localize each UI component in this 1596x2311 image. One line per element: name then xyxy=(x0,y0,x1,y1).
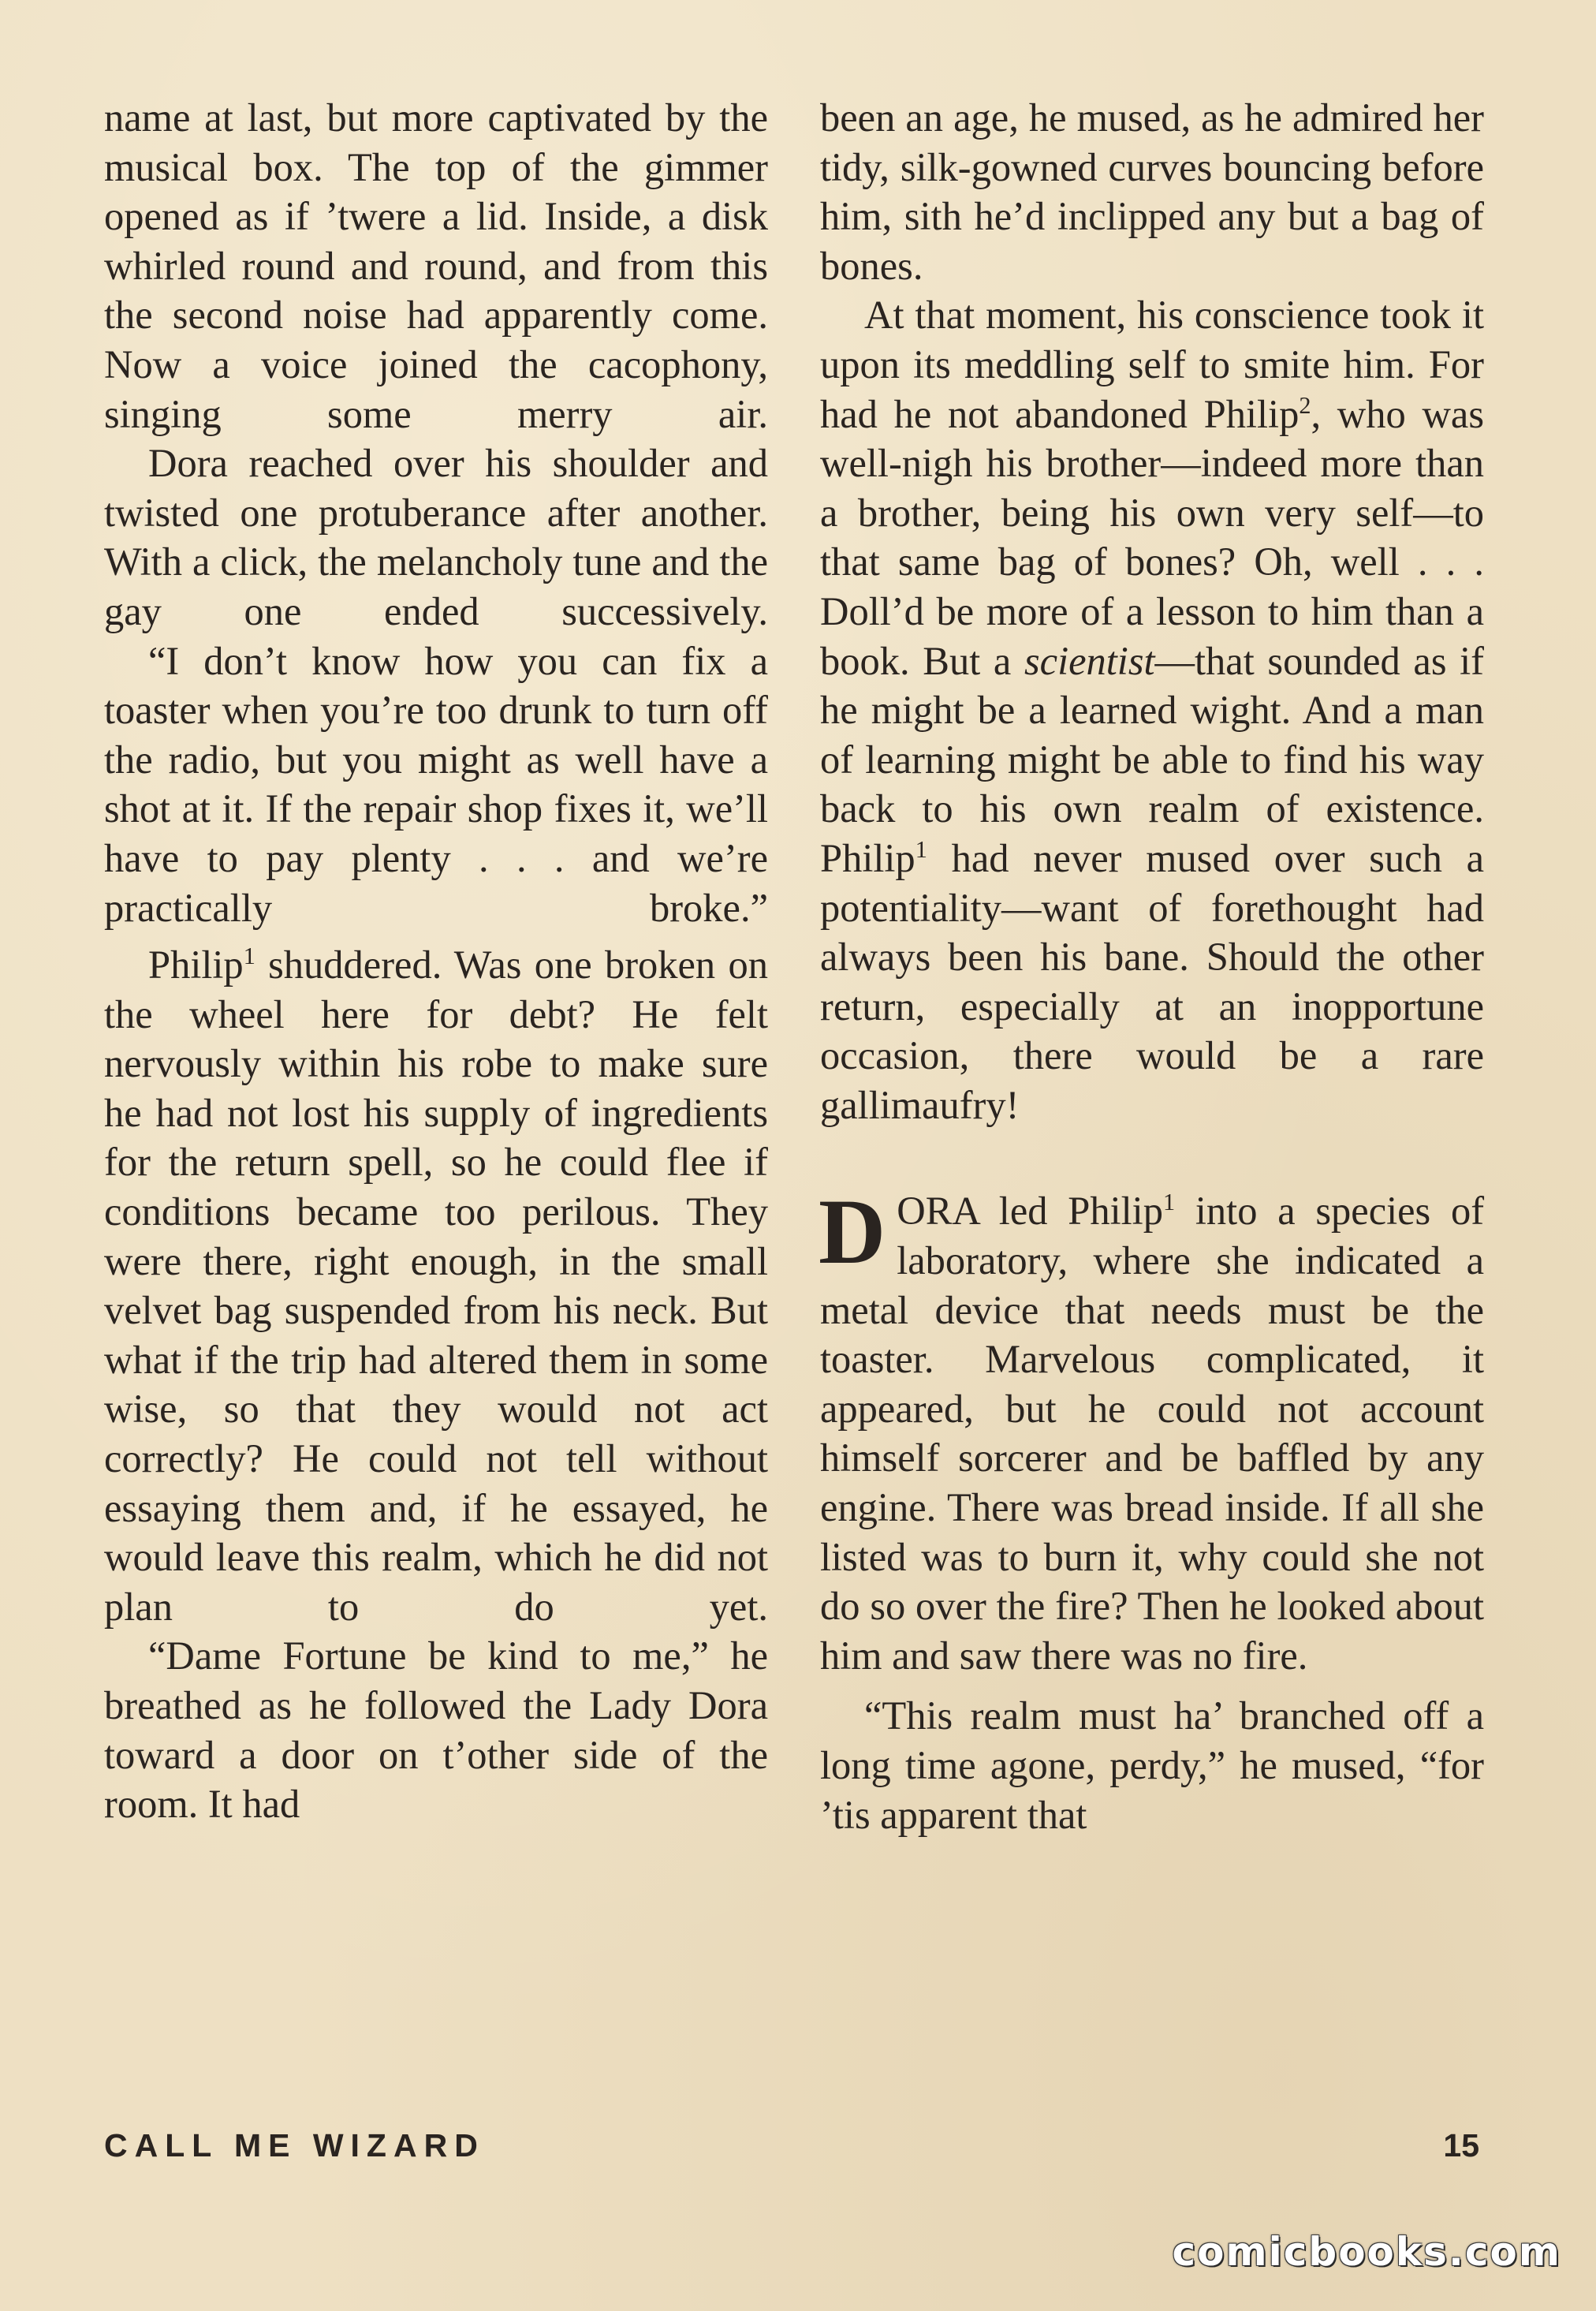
paragraph: name at last, but more captivated by the musical box. The top of the gimmer opened as if ’twere a lid. Inside, a disk whirled round and round, and from this the second noise had apparently come. Now a voice joined the cacophony, singing some merry air. xyxy=(104,95,768,436)
superscript: 1 xyxy=(1162,1189,1176,1216)
right-column xyxy=(820,93,1484,1839)
drop-cap: D xyxy=(819,1180,886,1284)
paragraph: “This realm must ha’ branched off a long time agone, perdy,” he mused, “for ’tis apparent that xyxy=(820,1693,1484,1837)
page-number: 15 xyxy=(1443,2127,1479,2164)
paragraph-text: , who was well-nigh his brother—indeed more than a brother, being his own very self—to that same bag of bones? Oh, well . . . Doll’d be more of a lesson to him than a book. But a xyxy=(820,391,1485,683)
running-title: CALL ME WIZARD xyxy=(104,2127,485,2164)
character-name: Philip xyxy=(1203,391,1300,436)
paragraph xyxy=(104,940,768,1631)
character-name: Philip xyxy=(1068,1189,1163,1234)
paragraph: “Dame Fortune be kind to me,” he breathed as he followed the Lady Dora toward a door on t’other side of the room. It had xyxy=(104,1633,768,1827)
paragraph-text: had never mused over such a potentiality—want of forethought had always been his bane. Should the other return, especially at an inopportune occasion, there would be a rare gallimaufry! xyxy=(820,835,1485,1127)
superscript: 1 xyxy=(915,836,927,864)
paragraph-text: shuddered. Was one broken on the wheel here for debt? He felt nervously within his robe to make sure he had not lost his supply of ingredients for the return spell, so he could flee if conditions became too perilous. They were there, right enough, in the small velvet bag suspended from his neck. But what if the trip had altered them in some wise, so that they would not act correctly? He could not tell without essaying them and, if he essayed, he would leave this realm, which he did not plan to do yet. xyxy=(104,943,768,1629)
watermark-logo: comicbooks.com xyxy=(1172,2229,1561,2275)
superscript: 1 xyxy=(243,943,255,970)
paragraph-text: At that moment, his conscience took it upon its meddling self to smite him. For had he not abandoned xyxy=(820,293,1484,436)
paragraph xyxy=(820,290,1484,1129)
paragraph-text: into a species of laboratory, where she indicated a metal device that needs must be the toaster. Marvelous complicated, it appeared, but he could not account himself sorcerer and be baffled by any engine. There was bread inside. If all she listed was to burn it, why could she not do so over the fire? Then he looked about him and saw there was no fire. xyxy=(820,1189,1485,1678)
character-name: Philip xyxy=(820,835,915,880)
paragraph-text: —that sounded as if he might be a learned wight. And a man of learning might be able to find his way back to his own realm of existence. xyxy=(820,638,1484,831)
paragraph: been an age, he mused, as he admired her tidy, silk-gowned curves bouncing before him, sith he’d inclipped any but a bag of bones. xyxy=(820,95,1484,288)
emphasis: scientist xyxy=(1024,638,1155,683)
character-name: Philip xyxy=(148,943,244,987)
paragraph: Dora reached over his shoulder and twisted one protuberance after another. With a click, the melancholy tune and the gay one ended successively. xyxy=(104,441,768,633)
left-column xyxy=(104,93,768,1829)
paragraph: “I don’t know how you can fix a toaster when you’re too drunk to turn off the radio, but you might as well have a shot at it. If the repair shop fixes it, we’ll have to pay plenty . . . and we’re practically broke.” xyxy=(104,638,768,930)
section-start-paragraph xyxy=(819,1180,1485,1680)
superscript: 2 xyxy=(1299,391,1311,419)
paragraph-text: ORA led xyxy=(897,1189,1048,1234)
